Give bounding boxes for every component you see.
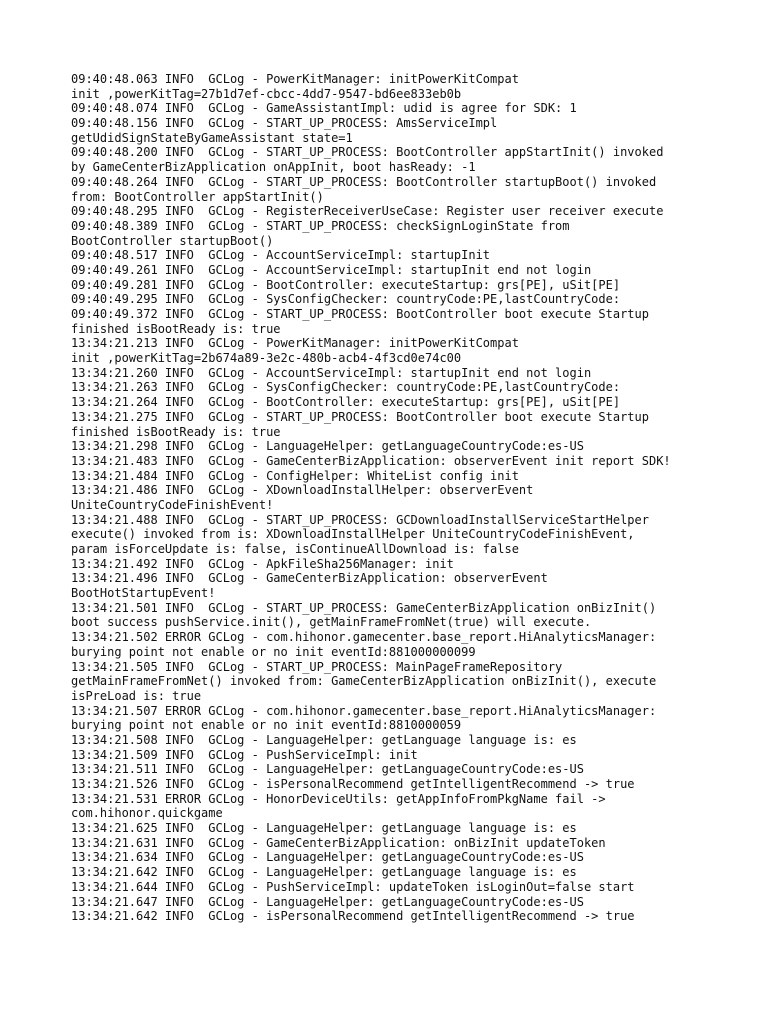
- log-document: [71, 72, 751, 924]
- log-line: 09:40:48.517 INFO GCLog - AccountServiceImpl: startupInit: [71, 248, 491, 263]
- log-line: 13:34:21.486 INFO GCLog - XDownloadInstallHelper: observerEvent: [71, 483, 534, 498]
- log-line: isPreLoad is: true: [71, 688, 202, 703]
- log-line: 13:34:21.505 INFO GCLog - START_UP_PROCESS: MainPageFrameRepository: [71, 659, 563, 674]
- log-line: 13:34:21.511 INFO GCLog - LanguageHelper: getLanguageCountryCode:es-US: [71, 762, 584, 777]
- log-line: 13:34:21.492 INFO GCLog - ApkFileSha256Manager: init: [71, 556, 454, 571]
- log-line: 09:40:49.261 INFO GCLog - AccountServiceImpl: startupInit end not login: [71, 262, 592, 277]
- log-line: 09:40:48.063 INFO GCLog - PowerKitManager: initPowerKitCompat: [71, 72, 519, 86]
- log-line: 09:40:48.264 INFO GCLog - START_UP_PROCESS: BootController startupBoot() invoked: [71, 174, 657, 189]
- log-line: 13:34:21.488 INFO GCLog - START_UP_PROCESS: GCDownloadInstallServiceStartHelper: [71, 512, 649, 527]
- log-line: by GameCenterBizApplication onAppInit, boot hasReady: -1: [71, 160, 476, 175]
- log-line: 13:34:21.647 INFO GCLog - LanguageHelper: getLanguageCountryCode:es-US: [71, 894, 584, 909]
- log-line: BootController startupBoot(): [71, 233, 274, 248]
- log-line: init ,powerKitTag=27b1d7ef-cbcc-4dd7-9547-bd6ee833eb0b: [71, 86, 462, 101]
- log-line: 09:40:48.156 INFO GCLog - START_UP_PROCESS: AmsServiceImpl: [71, 116, 498, 131]
- log-line: init ,powerKitTag=2b674a89-3e2c-480b-acb4-4f3cd0e74c00: [71, 351, 462, 366]
- log-line: finished isBootReady is: true: [71, 424, 281, 439]
- log-line: BootHotStartupEvent!: [71, 586, 216, 601]
- log-line: 13:34:21.298 INFO GCLog - LanguageHelper: getLanguageCountryCode:es-US: [71, 439, 584, 454]
- log-line: 13:34:21.507 ERROR GCLog - com.hihonor.gamecenter.base_report.HiAnalyticsManager:: [71, 703, 657, 718]
- log-line: UniteCountryCodeFinishEvent!: [71, 497, 274, 512]
- log-line: 09:40:48.295 INFO GCLog - RegisterReceiverUseCase: Register user receiver execute: [71, 204, 664, 219]
- log-line: 09:40:48.389 INFO GCLog - START_UP_PROCESS: checkSignLoginState from: [71, 218, 570, 233]
- log-line: getUdidSignStateByGameAssistant state=1: [71, 130, 353, 145]
- log-line: burying point not enable or no init eventId:881000000099: [71, 644, 476, 659]
- log-line: burying point not enable or no init eventId:8810000059: [71, 718, 462, 733]
- log-line: 09:40:49.372 INFO GCLog - START_UP_PROCESS: BootController boot execute Startup: [71, 307, 649, 321]
- log-line: 13:34:21.634 INFO GCLog - LanguageHelper: getLanguageCountryCode:es-US: [71, 850, 584, 865]
- log-line: 13:34:21.484 INFO GCLog - ConfigHelper: WhiteList config init: [71, 468, 519, 483]
- log-line: 13:34:21.264 INFO GCLog - BootController: executeStartup: grs[PE], uSit[PE]: [71, 395, 621, 410]
- log-line: 13:34:21.642 INFO GCLog - LanguageHelper: getLanguage language is: es: [71, 865, 577, 880]
- log-line: 09:40:49.295 INFO GCLog - SysConfigChecker: countryCode:PE,lastCountryCode:: [71, 292, 621, 307]
- log-line: 13:34:21.496 INFO GCLog - GameCenterBizApplication: observerEvent: [71, 571, 548, 586]
- log-line: 13:34:21.644 INFO GCLog - PushServiceImpl: updateToken isLoginOut=false start: [71, 879, 635, 894]
- log-line: 13:34:21.526 INFO GCLog - isPersonalRecommend getIntelligentRecommend -> true: [71, 777, 635, 791]
- log-line: from: BootController appStartInit(): [71, 189, 324, 204]
- log-line: param isForceUpdate is: false, isContinueAllDownload is: false: [71, 542, 519, 556]
- log-line: 13:34:21.642 INFO GCLog - isPersonalRecommend getIntelligentRecommend -> true: [71, 909, 635, 924]
- log-line: 13:34:21.501 INFO GCLog - START_UP_PROCESS: GameCenterBizApplication onBizInit(): [71, 600, 657, 615]
- log-line: 09:40:48.200 INFO GCLog - START_UP_PROCESS: BootController appStartInit() invoked: [71, 145, 664, 160]
- log-line: 13:34:21.260 INFO GCLog - AccountServiceImpl: startupInit end not login: [71, 365, 592, 380]
- log-line: 13:34:21.502 ERROR GCLog - com.hihonor.gamecenter.base_report.HiAnalyticsManager:: [71, 630, 657, 645]
- log-line: 13:34:21.508 INFO GCLog - LanguageHelper: getLanguage language is: es: [71, 732, 577, 747]
- log-line: 13:34:21.275 INFO GCLog - START_UP_PROCESS: BootController boot execute Startup: [71, 409, 649, 424]
- log-line: 13:34:21.625 INFO GCLog - LanguageHelper: getLanguage language is: es: [71, 821, 577, 836]
- log-line: getMainFrameFromNet() invoked from: GameCenterBizApplication onBizInit(), execute: [71, 674, 657, 689]
- log-line: 13:34:21.483 INFO GCLog - GameCenterBizApplication: observerEvent init report SDK!: [71, 453, 671, 468]
- log-line: 13:34:21.213 INFO GCLog - PowerKitManager: initPowerKitCompat: [71, 336, 519, 351]
- log-line: finished isBootReady is: true: [71, 321, 281, 336]
- log-line: boot success pushService.init(), getMainFrameFromNet(true) will execute.: [71, 615, 592, 630]
- log-line: 13:34:21.631 INFO GCLog - GameCenterBizApplication: onBizInit updateToken: [71, 835, 606, 850]
- log-line: 13:34:21.509 INFO GCLog - PushServiceImpl: init: [71, 747, 418, 762]
- log-line: 13:34:21.531 ERROR GCLog - HonorDeviceUtils: getAppInfoFromPkgName fail ->: [71, 791, 606, 806]
- log-line: 09:40:49.281 INFO GCLog - BootController: executeStartup: grs[PE], uSit[PE]: [71, 277, 621, 292]
- log-line: 13:34:21.263 INFO GCLog - SysConfigChecker: countryCode:PE,lastCountryCode:: [71, 380, 621, 395]
- log-line: com.hihonor.quickgame: [71, 806, 223, 821]
- log-line: execute() invoked from is: XDownloadInstallHelper UniteCountryCodeFinishEvent,: [71, 527, 635, 542]
- log-body: [71, 72, 751, 924]
- log-line: 09:40:48.074 INFO GCLog - GameAssistantImpl: udid is agree for SDK: 1: [71, 101, 577, 116]
